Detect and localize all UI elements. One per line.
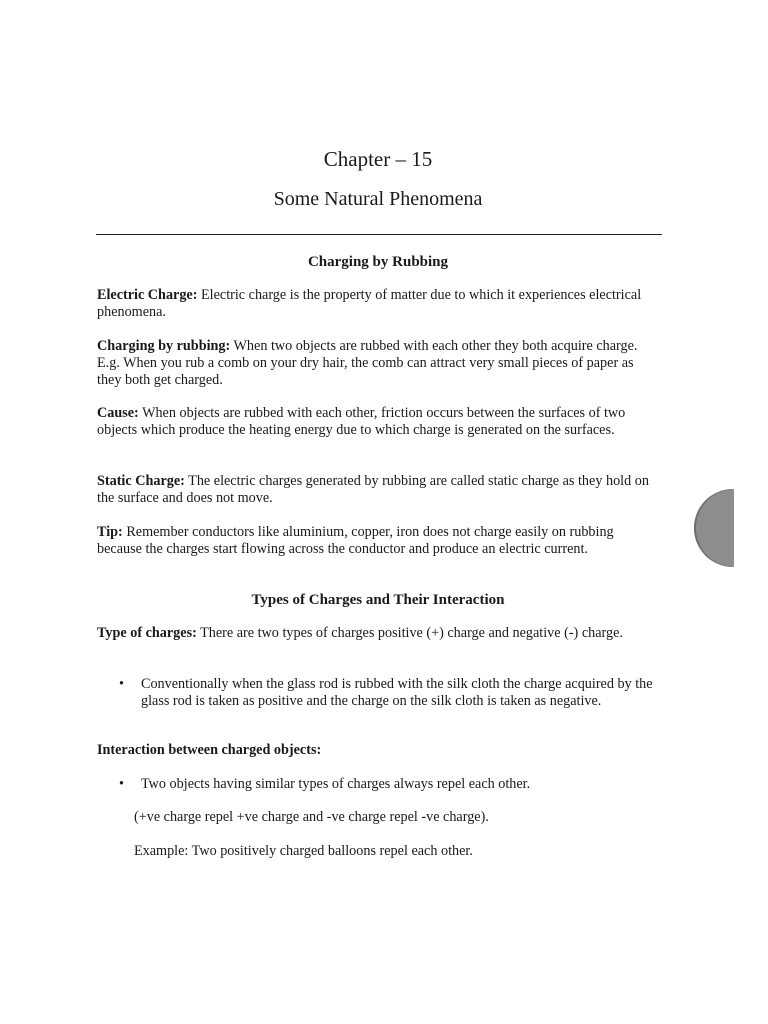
page-side-tab[interactable]	[694, 489, 734, 567]
paragraph-tip	[97, 524, 657, 558]
definition-type-of-charges: There are two types of charges positive (+) charge and negative (-) charge.	[196, 625, 623, 641]
section-heading-types: Types of Charges and Their Interaction	[251, 592, 505, 608]
chapter-title: Some Natural Phenomena	[273, 188, 483, 210]
paragraph-charging-by-rubbing	[97, 338, 657, 389]
term-electric-charge: Electric Charge:	[97, 287, 198, 303]
definition-charging-by-rubbing: When two objects are rubbed with each other they both acquire charge. E.g. When you rub a comb on your dry hair, the comb can attract very small pieces of paper as they both get charged.	[97, 338, 638, 388]
term-cause: Cause:	[97, 405, 139, 421]
term-charging-by-rubbing: Charging by rubbing:	[97, 338, 231, 354]
definition-static-charge: The electric charges generated by rubbing are called static charge as they hold on the surface and does not move.	[97, 473, 649, 506]
term-interaction: Interaction between charged objects:	[97, 742, 322, 758]
paragraph-static-charge	[97, 473, 657, 507]
title-divider	[96, 234, 662, 235]
paragraph-cause	[97, 405, 657, 439]
bullet-repel: Two objects having similar types of charges always repel each other.	[141, 776, 531, 792]
paragraph-electric-charge	[97, 287, 657, 321]
paragraph-interaction-heading	[97, 742, 657, 759]
definition-cause: When objects are rubbed with each other, friction occurs between the surfaces of two objects which produce the heating energy due to which charge is generated on the surfaces.	[97, 405, 626, 438]
definition-tip: Remember conductors like aluminium, copper, iron does not charge easily on rubbing because the charges start flowing across the conductor and produce an electric current.	[97, 524, 614, 557]
repel-note: (+ve charge repel +ve charge and -ve charge repel -ve charge).	[134, 809, 489, 825]
section-heading-charging: Charging by Rubbing	[307, 254, 449, 270]
definition-electric-charge: Electric charge is the property of matter due to which it experiences electrical phenomena.	[97, 287, 642, 320]
bullet-convention: Conventionally when the glass rod is rubbed with the silk cloth the charge acquired by the glass rod is taken as positive and the charge on the silk cloth is taken as negative.	[141, 676, 653, 709]
paragraph-type-of-charges	[97, 625, 657, 642]
chapter-number: Chapter – 15	[323, 147, 433, 171]
bullet-marker: •	[119, 776, 124, 792]
term-static-charge: Static Charge:	[97, 473, 185, 489]
term-type-of-charges: Type of charges:	[97, 625, 197, 641]
term-tip: Tip:	[97, 524, 123, 540]
bullet-marker: •	[119, 676, 124, 692]
example-line: Example: Two positively charged balloons repel each other.	[134, 843, 473, 859]
